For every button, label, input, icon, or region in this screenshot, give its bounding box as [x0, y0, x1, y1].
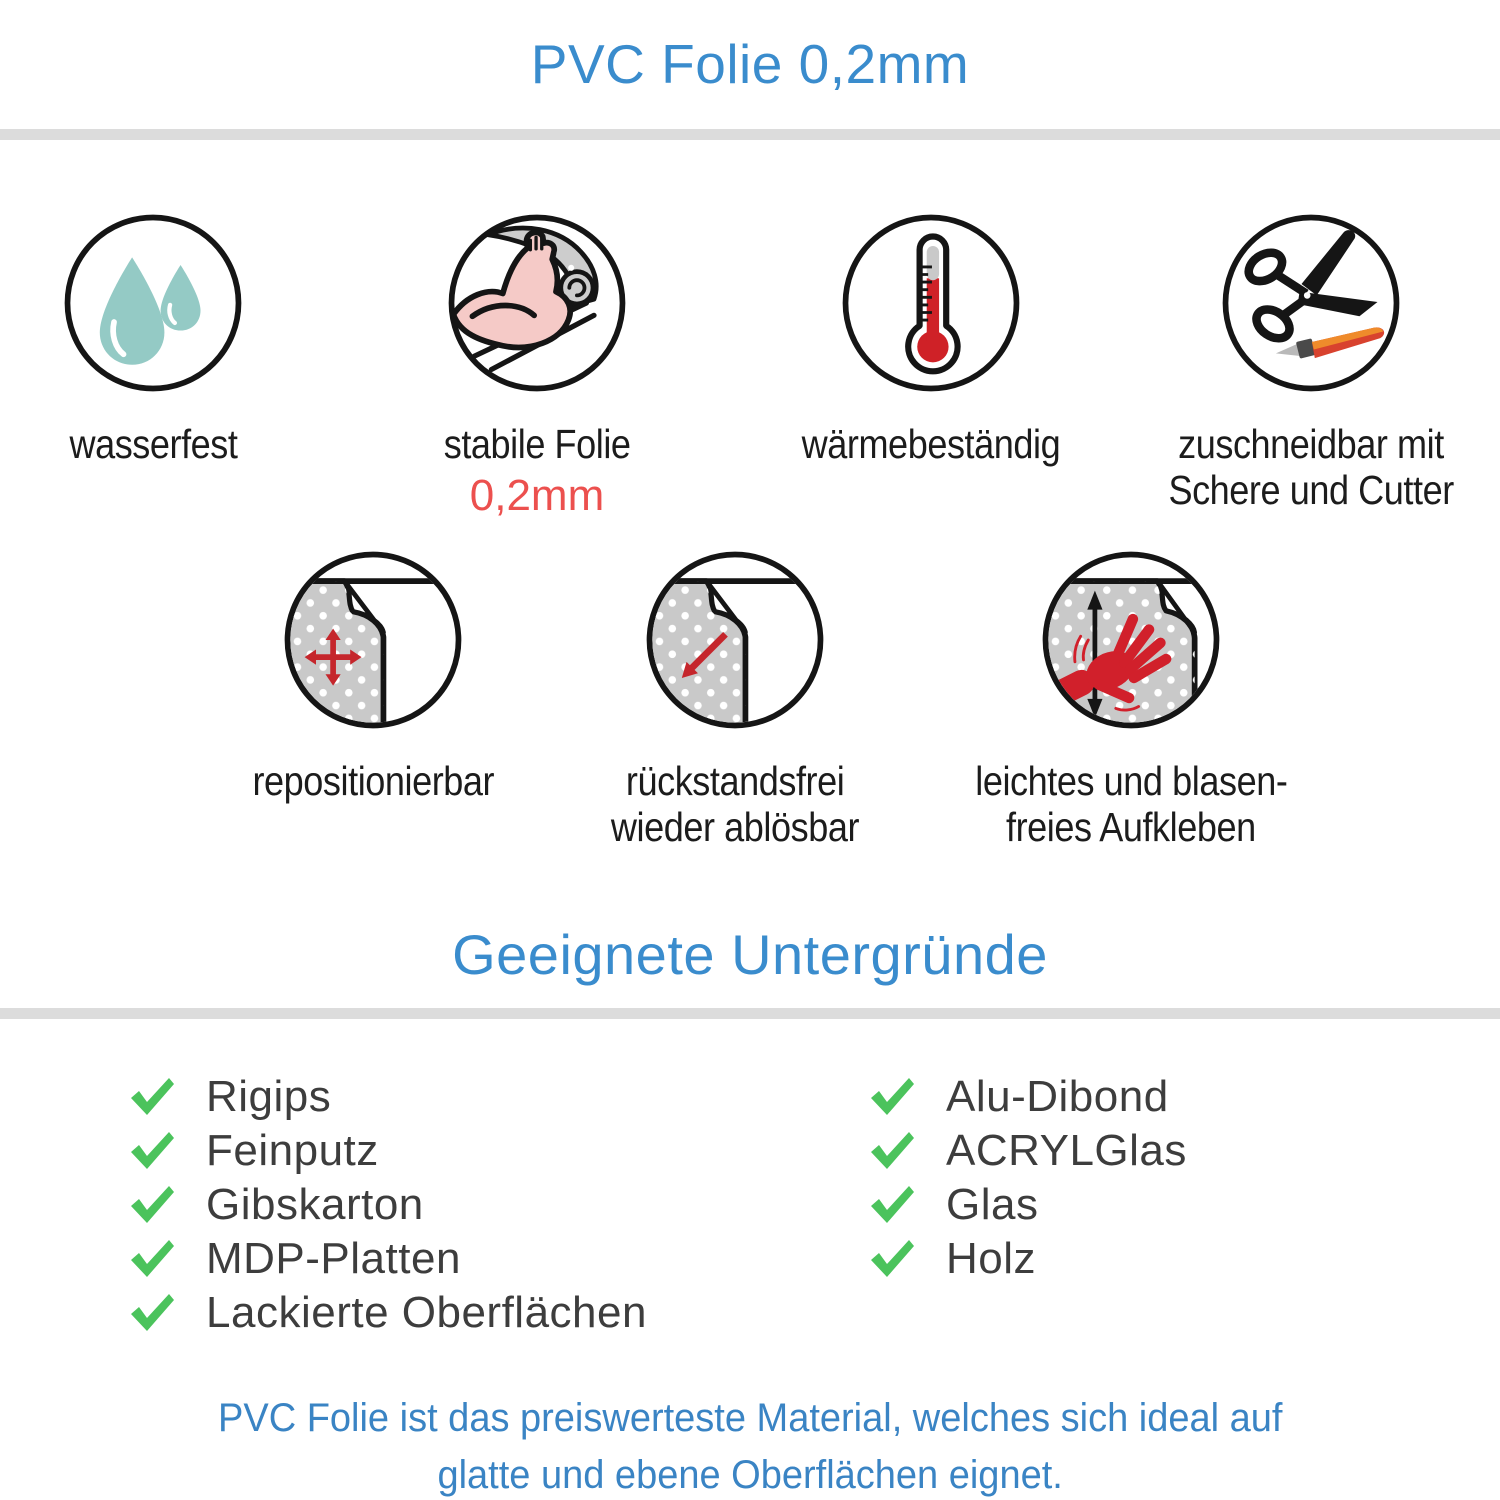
check-icon [868, 1184, 916, 1226]
feature-label: stabile Folie [443, 421, 631, 467]
muscle-film-roll-icon [442, 208, 632, 398]
surface-label: Rigips [206, 1072, 332, 1121]
divider-bar [0, 129, 1500, 140]
feature-label: zuschneidbar mit [1178, 421, 1444, 467]
check-icon [128, 1076, 176, 1118]
feature-cuttable [1111, 208, 1500, 514]
feature-repositionable [173, 545, 573, 805]
check-icon [868, 1238, 916, 1280]
water-drops-icon [58, 208, 248, 398]
feature-label: repositionierbar [252, 758, 494, 804]
feature-label-line2: freies Aufkleben [1006, 803, 1256, 850]
feature-label: rückstandsfrei [625, 758, 845, 804]
feature-label: wasserfest [68, 421, 238, 467]
surface-item [128, 1234, 647, 1283]
check-icon [128, 1292, 176, 1334]
surface-list-right [868, 1072, 1187, 1283]
feature-label-line2: wieder ablösbar [610, 803, 860, 850]
surface-label: ACRYLGlas [946, 1126, 1187, 1175]
surface-item [128, 1072, 647, 1121]
surface-item [868, 1126, 1187, 1175]
hand-smoothing-film-icon [1036, 545, 1226, 735]
surface-label: Feinputz [206, 1126, 379, 1175]
surface-label: Alu-Dibond [946, 1072, 1169, 1121]
check-icon [128, 1184, 176, 1226]
feature-label-line2: Schere und Cutter [1168, 466, 1454, 513]
feature-residue-free [535, 545, 935, 851]
surface-label: Holz [946, 1234, 1037, 1283]
surface-item [868, 1234, 1187, 1283]
film-peel-arrow-icon [640, 545, 830, 735]
feature-thickness-label: 0,2mm [469, 470, 605, 520]
film-move-arrows-icon [278, 545, 468, 735]
feature-stable-film [337, 208, 737, 520]
check-icon [868, 1130, 916, 1172]
check-icon [128, 1238, 176, 1280]
feature-heat-resistant [731, 208, 1131, 468]
surfaces-section-title: Geeignete Untergründe [452, 923, 1048, 986]
page-title: PVC Folie 0,2mm [530, 33, 970, 95]
surface-label: MDP-Platten [206, 1234, 461, 1283]
surface-label: Gibskarton [206, 1180, 424, 1229]
surface-label: Glas [946, 1180, 1039, 1229]
surface-item [128, 1180, 647, 1229]
scissors-cutter-icon [1216, 208, 1406, 398]
feature-label: leichtes und blasen- [974, 758, 1288, 804]
footer-line-1: PVC Folie ist das preiswerteste Material, welches sich ideal auf [217, 1396, 1283, 1440]
footer-note [0, 1390, 1500, 1500]
check-icon [128, 1130, 176, 1172]
feature-label: wärmebeständig [801, 421, 1061, 467]
surface-list-left [128, 1072, 647, 1337]
feature-bubble-free [931, 545, 1331, 851]
surface-item [128, 1126, 647, 1175]
footer-line-2: glatte und ebene Oberflächen eignet. [437, 1452, 1063, 1497]
check-icon [868, 1076, 916, 1118]
divider-bar [0, 1008, 1500, 1019]
surface-item [868, 1072, 1187, 1121]
surface-item [868, 1180, 1187, 1229]
feature-waterproof [0, 208, 353, 468]
surface-label: Lackierte Oberflächen [206, 1288, 647, 1337]
thermometer-icon [836, 208, 1026, 398]
surface-item [128, 1288, 647, 1337]
